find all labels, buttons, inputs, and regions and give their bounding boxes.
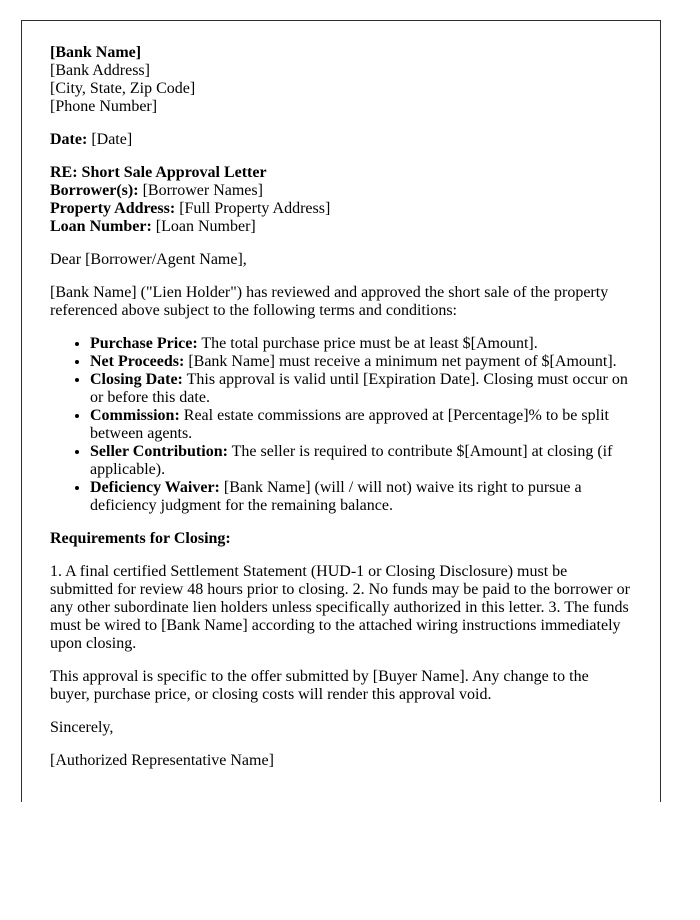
- re-line: RE: Short Sale Approval Letter: [50, 164, 267, 181]
- date-value: [Date]: [91, 131, 133, 148]
- requirement-item: 2. No funds may be paid to the borrower or any other subordinate lien holders unless specifically authorized in this letter.: [50, 581, 630, 616]
- terms-list: [50, 335, 632, 515]
- term-deficiency-waiver-text: [Bank Name] (will / will not) waive its right to pursue a deficiency judgment for the remaining balance.: [90, 479, 582, 514]
- bank-name: [Bank Name]: [50, 44, 142, 61]
- requirements-heading: Requirements for Closing:: [50, 530, 231, 547]
- date-line: [50, 131, 632, 149]
- term-commission: [90, 407, 632, 443]
- term-closing-date-text: This approval is valid until [Expiration Date]. Closing must occur on or before this date.: [90, 371, 628, 406]
- term-seller-contribution-label: Seller Contribution:: [90, 443, 228, 460]
- term-closing-date: [90, 371, 632, 407]
- borrowers-value: [Borrower Names]: [142, 182, 263, 199]
- term-closing-date-label: Closing Date:: [90, 371, 183, 388]
- signature-name: [Authorized Representative Name]: [50, 752, 274, 769]
- loan-number-label: Loan Number:: [50, 218, 152, 235]
- requirement-item: 1. A final certified Settlement Statement (HUD-1 or Closing Disclosure) must be submitted for review 48 hours prior to closing.: [50, 563, 568, 598]
- loan-number-value: [Loan Number]: [155, 218, 256, 235]
- salutation: Dear [Borrower/Agent Name],: [50, 251, 247, 268]
- date-label: Date:: [50, 131, 88, 148]
- term-seller-contribution-text: The seller is required to contribute $[Amount] at closing (if applicable).: [90, 443, 613, 478]
- term-purchase-price-label: Purchase Price:: [90, 335, 198, 352]
- signoff: Sincerely,: [50, 719, 114, 736]
- term-net-proceeds-text: [Bank Name] must receive a minimum net payment of $[Amount].: [188, 353, 617, 370]
- term-deficiency-waiver: [90, 479, 632, 515]
- bank-city-state-zip: [City, State, Zip Code]: [50, 80, 196, 97]
- property-address-label: Property Address:: [50, 200, 176, 217]
- term-purchase-price-text: The total purchase price must be at least $[Amount].: [201, 335, 538, 352]
- term-commission-text: Real estate commissions are approved at [Percentage]% to be split between agents.: [90, 407, 609, 442]
- bank-address: [Bank Address]: [50, 62, 150, 79]
- intro-paragraph: [Bank Name] ("Lien Holder") has reviewed and approved the short sale of the property referenced above subject to the following terms and conditions:: [50, 284, 609, 319]
- term-net-proceeds-label: Net Proceeds:: [90, 353, 185, 370]
- letterhead: [50, 44, 632, 116]
- subject-block: [50, 164, 632, 236]
- closing-paragraph: This approval is specific to the offer submitted by [Buyer Name]. Any change to the buyer, purchase price, or closing costs will render this approval void.: [50, 668, 589, 703]
- term-purchase-price: [90, 335, 632, 353]
- term-seller-contribution: [90, 443, 632, 479]
- term-net-proceeds: [90, 353, 632, 371]
- requirement-item: 3. The funds must be wired to [Bank Name] according to the attached wiring instructions immediately upon closing.: [50, 599, 629, 652]
- letter-page: [21, 20, 661, 802]
- property-address-value: [Full Property Address]: [179, 200, 331, 217]
- term-commission-label: Commission:: [90, 407, 180, 424]
- borrowers-label: Borrower(s):: [50, 182, 139, 199]
- bank-phone: [Phone Number]: [50, 98, 158, 115]
- term-deficiency-waiver-label: Deficiency Waiver:: [90, 479, 220, 496]
- requirements-list: [50, 563, 632, 653]
